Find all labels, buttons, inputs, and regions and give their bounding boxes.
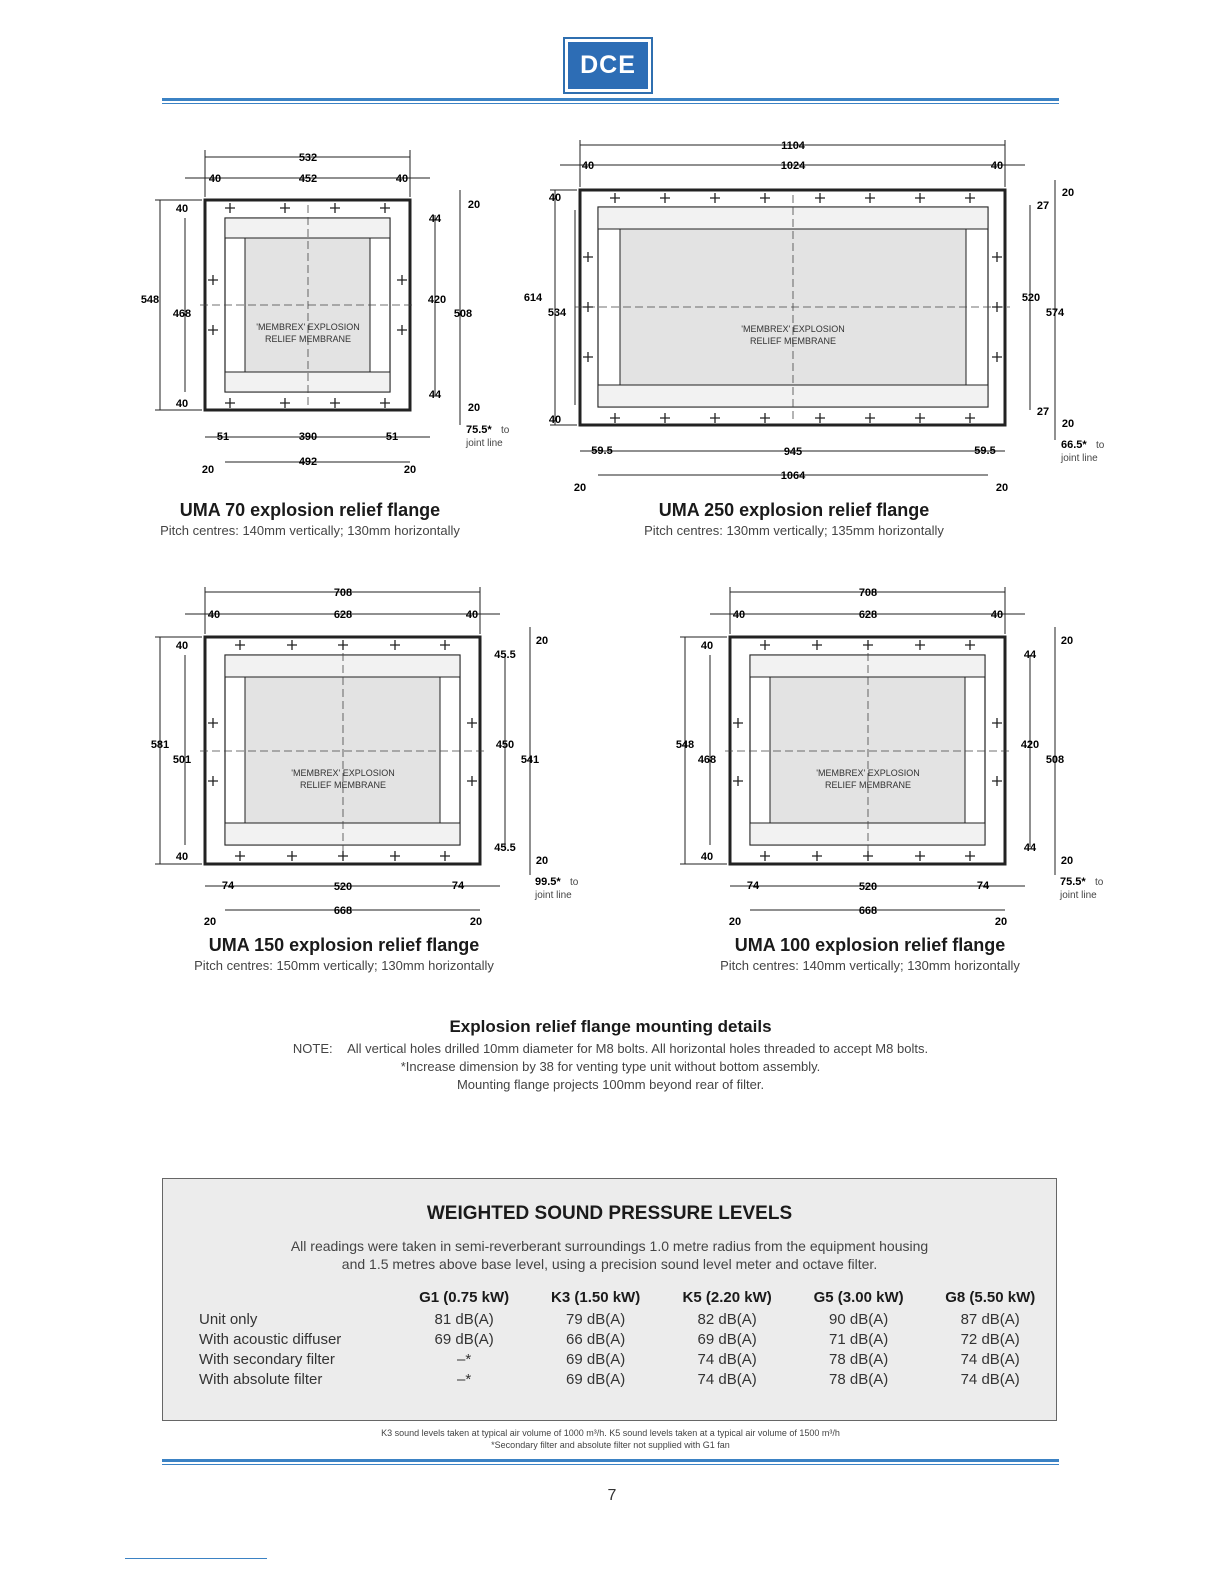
uma100-frame [725,637,1010,864]
table-row [199,1369,1056,1389]
table-cell: 79 dB(A) [566,1310,626,1328]
uma150-dim-joint: 99.5* [535,876,561,888]
uma70-dim-bottom-edge-right: 20 [403,464,417,476]
row-label: With absolute filter [199,1370,323,1388]
uma100-dim-bottom-edge-left: 20 [728,916,742,928]
table-cell: 66 dB(A) [566,1330,626,1348]
sound-footnotes [162,1427,1059,1451]
uma250-dim-bottom-mid: 945 [783,446,803,458]
uma70-membrane-label-2: RELIEF MEMBRANE [264,334,352,344]
table-cell: 82 dB(A) [697,1310,757,1328]
uma100-membrane-label-2: RELIEF MEMBRANE [824,780,912,790]
table-row [199,1309,1056,1329]
mounting-title: Explosion relief flange mounting details [449,1017,772,1036]
uma150-dim-flange-top: 40 [175,640,189,652]
uma150-dim-bottom-side-left: 74 [221,880,235,892]
uma150-dim-inner-h: 501 [172,754,192,766]
header-blank [199,1285,398,1309]
sound-levels-title: WEIGHTED SOUND PRESSURE LEVELS [426,1203,793,1224]
uma70-dim-bottom-side-left: 51 [216,431,230,443]
uma150-title: UMA 150 explosion relief flange [208,935,480,955]
uma250-dim-pitch-h: 520 [1021,292,1041,304]
uma250-dim-inner-h: 534 [547,307,567,319]
uma250-dim-inner-w: 1024 [780,160,806,172]
uma250-membrane-label-1: 'MEMBREX' EXPLOSION [741,324,845,334]
mounting-note-line2: *Increase dimension by 38 for venting type unit without bottom assembly. [400,1059,821,1074]
uma70-joint-note-1: to [501,425,510,436]
footnote-1: K3 sound levels taken at typical air volume of 1000 m³/h. K5 sound levels taken at a typical air volume of 1500 m³/h [381,1428,840,1438]
uma250-drawing [520,135,1120,495]
uma150-dim-flange-bottom: 40 [175,851,189,863]
uma70-frame [200,200,415,410]
uma150-dim-bottom-total: 668 [333,905,353,917]
header-rule-thin [162,103,1059,104]
uma250-dim-flange-bottom: 40 [548,414,562,426]
footer-rule-thin [162,1464,1059,1465]
uma100-dim-side-offset-top: 44 [1023,649,1037,661]
uma250-dim-overall-w: 1104 [781,140,805,152]
uma150-dim-side-offset-bottom: 45.5 [494,842,516,854]
uma250-dim-joint: 66.5* [1061,439,1087,451]
table-cell: –* [457,1370,472,1388]
uma150-dim-bottom-edge-right: 20 [469,916,483,928]
uma100-dim-outer-right-h: 508 [1045,754,1065,766]
uma150-dim-overall-h: 581 [150,739,170,751]
uma70-dim-overall-h: 548 [140,294,160,306]
uma150-drawing [130,575,590,930]
uma250-dim-flange-top: 40 [548,192,562,204]
sound-levels-panel [162,1178,1057,1421]
uma100-dim-inner-w: 628 [858,609,878,621]
uma100-dim-bottom-mid: 520 [858,881,878,893]
uma150-joint-note-1: to [570,877,579,888]
uma100-dim-overall-h: 548 [675,739,695,751]
row-label: With secondary filter [199,1350,335,1368]
header-rule [162,98,1059,101]
uma70-dim-bottom-total: 492 [298,456,318,468]
uma70-dim-side-offset-top: 44 [428,213,442,225]
note-text-1: All vertical holes drilled 10mm diameter for M8 bolts. All horizontal holes threaded to accept M8 bolts. [347,1041,929,1056]
table-cell: 71 dB(A) [829,1330,889,1348]
uma250-dim-bottom-edge-right: 20 [995,482,1009,494]
table-cell: 78 dB(A) [829,1370,889,1388]
uma100-dim-flange-top: 40 [700,640,714,652]
table-cell: 74 dB(A) [697,1370,757,1388]
footnote-2: *Secondary filter and absolute filter not supplied with G1 fan [491,1440,730,1450]
uma70-dim-bottom-edge-left: 20 [201,464,215,476]
uma70-dim-flange-top: 40 [175,203,189,215]
uma100-dim-joint: 75.5* [1060,876,1086,888]
uma250-frame [575,190,1010,425]
uma150-dim-side-offset-top: 45.5 [494,649,516,661]
uma250-subtitle: Pitch centres: 130mm vertically; 135mm horizontally [644,523,944,538]
uma150-subtitle: Pitch centres: 150mm vertically; 130mm horizontally [194,958,494,973]
uma70-joint-note-2: joint line [466,438,503,449]
uma100-dim-inner-h: 468 [697,754,717,766]
bottom-underline [125,1558,267,1559]
mounting-note-line1 [162,1040,1059,1058]
table-cell: 74 dB(A) [960,1350,1020,1368]
uma250-dim-flange-right: 40 [990,160,1004,172]
uma100-membrane-label-1: 'MEMBREX' EXPLOSION [816,768,920,778]
uma250-dim-top-offset: 20 [1061,187,1075,199]
table-cell: 78 dB(A) [829,1350,889,1368]
uma100-subtitle: Pitch centres: 140mm vertically; 130mm horizontally [720,958,1020,973]
uma100-dim-bottom-edge-right: 20 [994,916,1008,928]
uma100-dim-flange-bottom: 40 [700,851,714,863]
page-number: 7 [607,1487,617,1504]
mounting-details [162,1018,1059,1094]
uma250-membrane-label-2: RELIEF MEMBRANE [749,336,837,346]
uma250-dim-bottom-side-right: 59.5 [974,445,996,457]
uma250-joint-note-1: to [1096,440,1105,451]
uma70-dim-inner-w: 452 [298,173,318,185]
uma70-dim-joint: 75.5* [466,424,492,436]
table-cell: 69 dB(A) [434,1330,494,1348]
uma150-dim-bottom-mid: 520 [333,881,353,893]
uma70-dim-flange-right: 40 [395,173,409,185]
uma150-dim-pitch-h: 450 [495,739,515,751]
uma70-membrane-label-1: 'MEMBREX' EXPLOSION [256,322,360,332]
uma150-dim-bottom-offset: 20 [535,855,549,867]
uma70-dim-outer-right-h: 508 [453,308,473,320]
table-cell: 72 dB(A) [960,1330,1020,1348]
footer-rule [162,1459,1059,1462]
sound-levels-table [199,1285,1056,1389]
uma100-joint-note-1: to [1095,877,1104,888]
table-header-row [199,1285,1056,1309]
uma100-dim-bottom-offset: 20 [1060,855,1074,867]
uma250-dim-bottom-edge-left: 20 [573,482,587,494]
table-cell: 74 dB(A) [697,1350,757,1368]
uma100-drawing [655,575,1115,930]
uma100-dim-flange-right: 40 [990,609,1004,621]
table-cell: 69 dB(A) [566,1370,626,1388]
sound-levels-intro [253,1237,966,1273]
uma250-dim-overall-h: 614 [523,292,543,304]
uma250-dim-side-offset-top: 27 [1036,200,1050,212]
uma70-dim-flange-left: 40 [208,173,222,185]
uma70-dim-bottom-side-right: 51 [385,431,399,443]
table-cell: 69 dB(A) [697,1330,757,1348]
uma150-membrane-label-2: RELIEF MEMBRANE [299,780,387,790]
dce-logo [563,37,653,94]
uma100-dim-bottom-side-right: 74 [976,880,990,892]
uma250-dim-bottom-offset: 20 [1061,418,1075,430]
uma70-dim-inner-h: 468 [172,308,192,320]
uma100-dim-bottom-total: 668 [858,905,878,917]
uma70-dim-side-offset-bottom: 44 [428,389,442,401]
table-cell: 81 dB(A) [434,1310,494,1328]
uma70-dim-bottom-offset: 20 [467,402,481,414]
logo-text: DCE [568,42,648,89]
uma250-title: UMA 250 explosion relief flange [658,500,930,520]
mounting-note-line3: Mounting flange projects 100mm beyond rear of filter. [456,1077,765,1092]
uma250-dim-flange-left: 40 [581,160,595,172]
uma100-dim-pitch-h: 420 [1020,739,1040,751]
uma100-dim-bottom-side-left: 74 [746,880,760,892]
uma70-dim-overall-w: 532 [298,152,318,164]
table-cell: 74 dB(A) [960,1370,1020,1388]
uma250-dim-outer-right-h: 574 [1045,307,1065,319]
uma100-dim-top-offset: 20 [1060,635,1074,647]
uma250-dim-bottom-side-left: 59.5 [591,445,613,457]
table-cell: 69 dB(A) [566,1350,626,1368]
uma150-dim-top-offset: 20 [535,635,549,647]
uma150-dim-overall-w: 708 [333,587,353,599]
uma70-title: UMA 70 explosion relief flange [179,500,441,520]
uma70-dim-top-offset: 20 [467,199,481,211]
uma150-dim-outer-right-h: 541 [520,754,540,766]
table-row [199,1349,1056,1369]
uma150-dim-flange-right: 40 [465,609,479,621]
uma100-joint-note-2: joint line [1060,890,1097,901]
uma70-subtitle: Pitch centres: 140mm vertically; 130mm horizontally [160,523,460,538]
uma70-dim-flange-bottom: 40 [175,398,189,410]
col-k3: K3 (1.50 kW) [551,1288,641,1306]
uma100-dim-flange-left: 40 [732,609,746,621]
col-g8: G8 (5.50 kW) [945,1288,1036,1306]
intro-line-1: All readings were taken in semi-reverberant surroundings 1.0 metre radius from the equipment housing [290,1238,929,1254]
uma150-dim-bottom-side-right: 74 [451,880,465,892]
table-cell: 87 dB(A) [960,1310,1020,1328]
intro-line-2: and 1.5 metres above base level, using a precision sound level meter and octave filter. [341,1256,878,1272]
table-row [199,1329,1056,1349]
col-k5: K5 (2.20 kW) [682,1288,772,1306]
uma100-title: UMA 100 explosion relief flange [734,935,1006,955]
uma150-frame [200,637,485,864]
row-label: With acoustic diffuser [199,1330,342,1348]
uma100-dim-side-offset-bottom: 44 [1023,842,1037,854]
uma150-dim-bottom-edge-left: 20 [203,916,217,928]
uma100-dim-overall-w: 708 [858,587,878,599]
uma250-dim-side-offset-bottom: 27 [1036,406,1050,418]
uma150-joint-note-2: joint line [535,890,572,901]
note-prefix: NOTE: [292,1041,333,1056]
uma150-dim-inner-w: 628 [333,609,353,621]
uma70-drawing [130,135,530,495]
uma250-dim-bottom-total: 1064 [780,470,806,482]
uma70-dim-pitch-h: 420 [427,294,447,306]
row-label: Unit only [199,1310,258,1328]
col-g1: G1 (0.75 kW) [419,1288,510,1306]
table-cell: 90 dB(A) [829,1310,889,1328]
table-cell: –* [457,1350,472,1368]
uma250-joint-note-2: joint line [1061,453,1098,464]
uma150-dim-flange-left: 40 [207,609,221,621]
uma70-dim-bottom-mid: 390 [298,431,318,443]
col-g5: G5 (3.00 kW) [813,1288,904,1306]
uma150-membrane-label-1: 'MEMBREX' EXPLOSION [291,768,395,778]
